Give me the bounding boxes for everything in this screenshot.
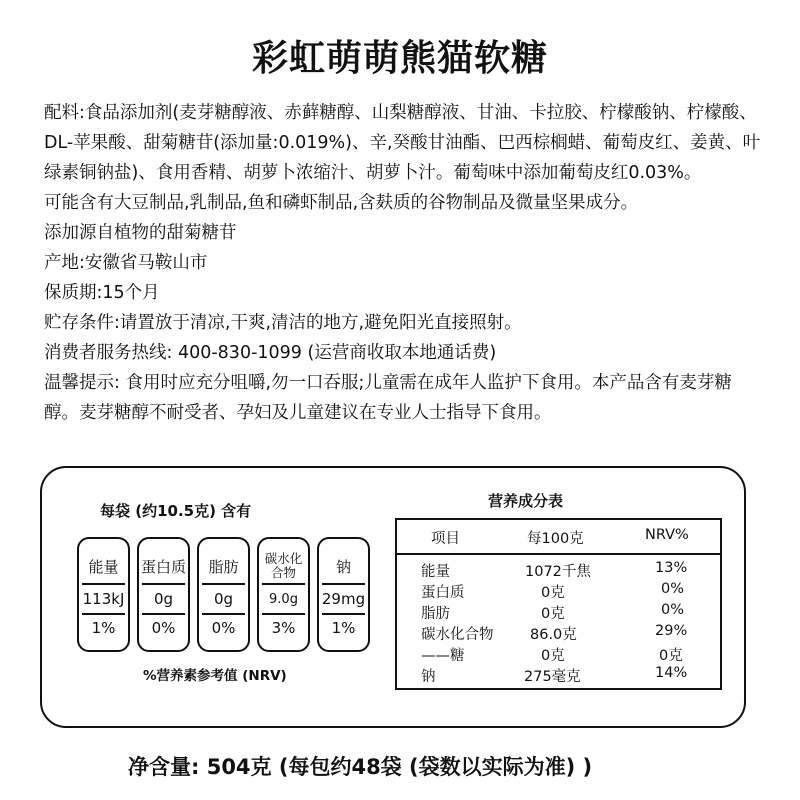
protein-card — [137, 537, 190, 652]
carbohydrate-card — [257, 537, 310, 652]
card-nrv: 1% — [331, 619, 356, 637]
header-rule — [397, 553, 720, 555]
card-divider — [142, 583, 185, 585]
row-value: 0克 — [541, 606, 565, 622]
card-value: 0g — [153, 590, 174, 608]
card-value: 0g — [213, 590, 234, 608]
row-value: 86.0克 — [530, 627, 577, 643]
ingredients-section — [44, 98, 764, 428]
card-name: 碳水化合物 — [264, 551, 303, 580]
card-divider — [82, 613, 125, 615]
row-value: 0克 — [541, 585, 565, 601]
card-divider — [322, 583, 365, 585]
sodium-card — [317, 537, 370, 652]
row-nrv: 0% — [661, 581, 685, 597]
table-header — [397, 520, 720, 552]
card-nrv: 0% — [211, 619, 236, 637]
energy-card — [77, 537, 130, 652]
card-name: 脂肪 — [208, 558, 239, 576]
card-value: 113kJ — [82, 590, 125, 608]
card-divider — [262, 583, 305, 585]
hotline-text: 消费者服务热线: 400-830-1099 (运营商收取本地通话费) — [44, 343, 497, 363]
origin-text: 产地:安徽省马鞍山市 — [44, 253, 208, 273]
row-item: 碳水化合物 — [421, 627, 494, 643]
warning-text: 温馨提示: 食用时应充分咀嚼,勿一口吞服;儿童需在成年人监护下食用。本产品含有麦芽糖醇。麦芽糖醇不耐受者、孕妇及儿童建议在专业人士指导下食用。 — [44, 373, 732, 423]
row-item: 能量 — [421, 564, 450, 580]
row-item: ——糖 — [421, 648, 465, 664]
row-value: 1072千焦 — [525, 564, 591, 580]
row-value: 275毫克 — [524, 669, 581, 685]
storage-text: 贮存条件:请置放于清凉,干爽,清洁的地方,避免阳光直接照射。 — [44, 313, 522, 333]
fat-card — [197, 537, 250, 652]
net-content: 净含量: 504克 (每包约48袋 (袋数以实际为准) ) — [128, 755, 593, 779]
row-nrv: 14% — [655, 665, 688, 681]
card-divider — [322, 613, 365, 615]
card-nrv: 0% — [151, 619, 176, 637]
row-value: 0克 — [541, 648, 565, 664]
per-bag-heading: 每袋 (约10.5克) 含有 — [100, 502, 252, 520]
row-item: 钠 — [421, 669, 436, 685]
row-item: 蛋白质 — [421, 585, 465, 601]
nrv-footnote: %营养素参考值 (NRV) — [143, 668, 287, 684]
card-value: 29mg — [321, 590, 366, 608]
header-nrv: NRV% — [645, 527, 689, 543]
sweetener-note: 添加源自植物的甜菊糖苷 — [44, 223, 237, 243]
card-divider — [202, 613, 245, 615]
ingredients-text: 配料:食品添加剂(麦芽糖醇液、赤藓糖醇、山梨糖醇液、甘油、卡拉胶、柠檬酸钠、柠檬酸、DL-苹果酸、甜菊糖苷(添加量:0.019%)、辛,癸酸甘油酯、巴西棕榈蜡、葡萄皮红、姜黄、叶绿素铜钠盐)、食用香精、胡萝卜浓缩汁、胡萝卜汁。葡萄味中添加葡萄皮红0.03%。 — [44, 103, 761, 183]
row-nrv: 0克 — [659, 648, 683, 664]
header-item: 项目 — [431, 531, 460, 547]
allergen-text: 可能含有大豆制品,乳制品,鱼和磷虾制品,含麸质的谷物制品及微量坚果成分。 — [44, 193, 639, 213]
row-nrv: 29% — [655, 623, 688, 639]
header-per100g: 每100克 — [527, 531, 584, 547]
nutrition-table-title: 营养成分表 — [488, 492, 564, 510]
card-divider — [142, 613, 185, 615]
row-nrv: 0% — [661, 602, 685, 618]
card-name: 钠 — [335, 558, 351, 576]
row-item: 脂肪 — [421, 606, 450, 622]
card-divider — [82, 583, 125, 585]
card-name: 蛋白质 — [140, 558, 186, 576]
nutrition-table — [395, 518, 722, 690]
row-nrv: 13% — [655, 560, 688, 576]
card-value: 9.0g — [269, 592, 298, 607]
card-nrv: 3% — [271, 619, 296, 637]
card-divider — [202, 583, 245, 585]
card-nrv: 1% — [91, 619, 116, 637]
card-name: 能量 — [88, 558, 119, 576]
shelf-life-text: 保质期:15个月 — [44, 283, 160, 303]
card-divider — [262, 613, 305, 615]
product-title: 彩虹萌萌熊猫软糖 — [251, 38, 548, 79]
